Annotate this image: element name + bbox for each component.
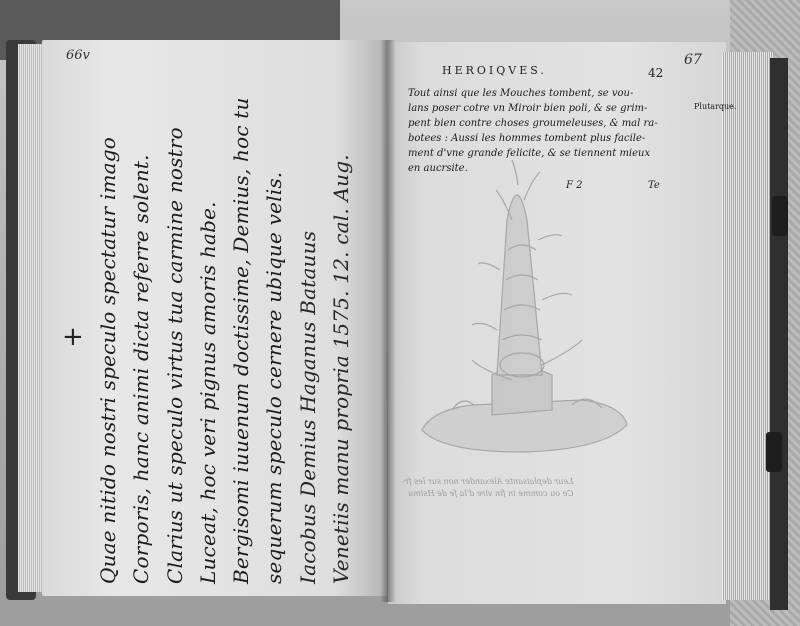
handwritten-page-number: 67: [684, 52, 702, 68]
printed-page-number: 42: [648, 66, 664, 80]
bleed-through-line: Leur deplaisante Alexander non sur les fr-: [402, 477, 574, 486]
text-line: botees : Aussi les hommes tombent plus facile-: [408, 133, 646, 144]
catchword: Te: [648, 180, 660, 191]
book-cover-right: [770, 58, 788, 610]
inscription-line: Corporis, hanc animi dicta referre solent.: [129, 154, 154, 584]
page-edges-right: [722, 52, 774, 600]
book-gutter: [380, 40, 396, 602]
cross-mark: +: [62, 322, 84, 352]
text-line: Tout ainsi que les Mouches tombent, se vou-: [408, 88, 634, 99]
inscription-line: Quae nitido nostri speculo spectatur imago: [96, 136, 120, 584]
left-folio-number: 66v: [66, 48, 90, 63]
bleed-through-text: [402, 476, 573, 500]
inscription-line: Luceat, hoc veri pignus amoris habe.: [195, 201, 220, 584]
handwritten-inscription: [92, 54, 358, 584]
inscription-line: Venetiis manu propria 1575. 12. cal. Aug.: [329, 154, 354, 584]
inscription-line: Clarius ut speculo virtus tua carmine nostro: [162, 127, 187, 584]
text-line: pent bien contre choses groumeleuses, & mal ra-: [408, 118, 658, 129]
running-head: HEROIQVES.: [442, 64, 547, 77]
bleed-through-line: Ce ou comme in fin vire d'la fe de Hsimu: [408, 489, 574, 498]
text-line: lans poser cotre vn Miroir bien poli, & se grim-: [408, 103, 648, 114]
inscription-line: sequerum speculo cernere ubique velis.: [262, 171, 287, 584]
text-line: ment d'vne grande felicite, & se tiennent mieux: [408, 148, 651, 159]
clasp-upper: [772, 196, 788, 236]
clasp-lower: [766, 432, 782, 472]
text-line: en aucrsite.: [408, 163, 468, 174]
inscription-line: Bergisomi iuuenum doctissime, Demius, hoc tu: [229, 97, 254, 584]
woodcut-illustration: [412, 160, 642, 460]
inscription-line: Iacobus Demius Haganus Batauus: [295, 230, 320, 584]
signature-mark: F 2: [566, 180, 583, 191]
margin-note: Plutarque.: [694, 102, 737, 111]
